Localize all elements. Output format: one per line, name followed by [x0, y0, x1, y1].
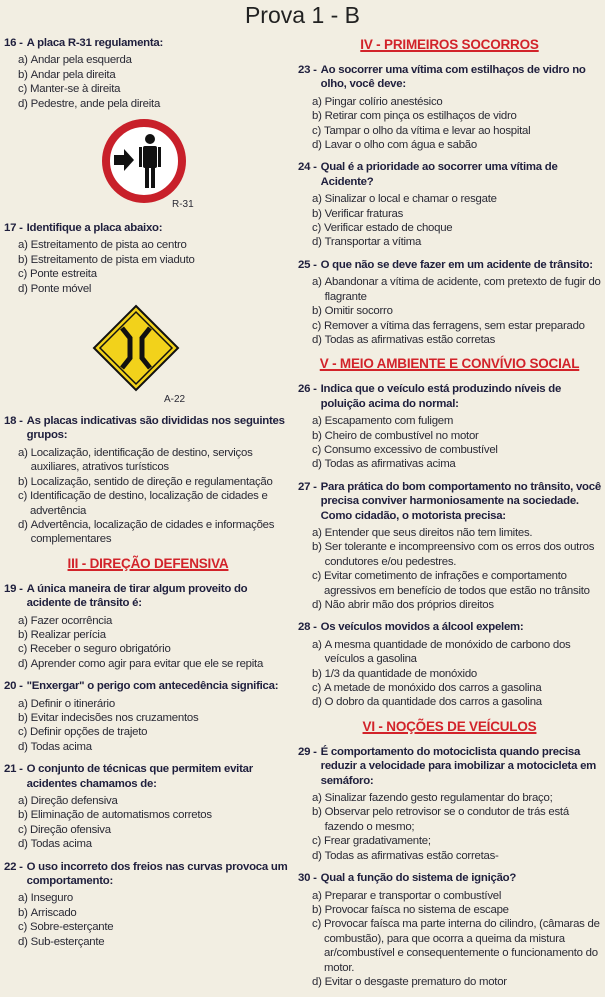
option-text: Ser tolerante e incompreensivo com os erros dos outros condutores e/ou pedestres. [324, 541, 595, 568]
question-text [298, 382, 601, 411]
option-letter: a) [18, 54, 28, 67]
option-letter: c) [18, 490, 27, 503]
answer-option [18, 657, 292, 671]
option-text: Sobre-esterçante [30, 921, 114, 934]
answer-option [312, 695, 601, 709]
answer-option [312, 540, 601, 569]
option-text: Identificação de destino, localização de cidades e advertência [30, 490, 268, 517]
option-letter: d) [18, 935, 28, 948]
answer-option [18, 82, 292, 96]
question-20 [4, 679, 292, 754]
option-text: Manter-se à direita [30, 83, 121, 96]
question-number: 19 - [4, 582, 23, 595]
option-letter: d) [312, 599, 322, 611]
question-29 [298, 745, 601, 863]
answer-options [312, 275, 601, 347]
option-letter: a) [312, 415, 322, 428]
answer-options [312, 414, 601, 472]
option-letter: b) [18, 628, 28, 641]
question-text [4, 582, 292, 611]
question-28 [298, 620, 601, 709]
answer-option [312, 569, 601, 598]
question-text [4, 221, 292, 235]
answer-option [18, 518, 292, 547]
option-text: Provocar faísca ma parte interna do cilindro, (câmaras de combustão), para que ocorra a queima da mistura ar/combustível e consequentemente o funcionamento do motor. [324, 918, 600, 974]
option-text: Todas acima [30, 838, 92, 851]
answer-option [312, 221, 601, 235]
answer-option [312, 319, 601, 333]
question-text [298, 258, 601, 272]
option-text: Localização, sentido de direção e regulamentação [30, 475, 273, 488]
answer-option [312, 443, 601, 457]
answer-options [312, 638, 601, 710]
question-26 [298, 382, 601, 471]
option-letter: d) [312, 236, 322, 249]
question-prompt: O conjunto de técnicas que permitem evitar acidentes chamamos de: [26, 763, 253, 790]
section-heading-direcao-defensiva: III - DIREÇÃO DEFENSIVA [67, 555, 229, 571]
answer-option [312, 414, 601, 428]
option-text: O dobro da quantidade dos carros a gasolina [324, 696, 542, 709]
answer-option [18, 267, 292, 281]
answer-option [312, 333, 601, 347]
answer-option [18, 906, 292, 920]
option-letter: d) [18, 97, 28, 110]
option-letter: d) [312, 458, 322, 471]
answer-option [18, 920, 292, 934]
question-number: 29 - [298, 745, 317, 758]
answer-option [312, 917, 601, 975]
option-text: Evitar o desgaste prematuro do motor [324, 975, 507, 988]
question-text [298, 745, 601, 788]
option-text: Todas acima [30, 740, 92, 753]
answer-option [18, 53, 292, 67]
option-letter: c) [312, 319, 321, 332]
option-letter: a) [312, 889, 322, 902]
answer-option [18, 68, 292, 82]
answer-option [312, 975, 601, 989]
answer-option [18, 282, 292, 296]
option-letter: a) [18, 795, 28, 807]
section-heading-meio-ambiente: V - MEIO AMBIENTE E CONVÍVIO SOCIAL [319, 356, 580, 372]
option-letter: b) [312, 110, 322, 123]
option-text: Frear gradativamente; [324, 835, 431, 848]
answer-option [312, 429, 601, 443]
answer-option [312, 681, 601, 695]
question-25 [298, 258, 601, 347]
answer-option [18, 253, 292, 267]
answer-option [312, 192, 601, 206]
answer-option [312, 304, 601, 318]
option-letter: a) [312, 276, 322, 289]
question-prompt: Os veículos movidos a álcool expelem: [320, 621, 524, 634]
option-letter: b) [18, 68, 28, 81]
option-letter: b) [312, 305, 322, 318]
option-text: Verificar fraturas [324, 207, 404, 220]
option-text: Tampar o olho da vítima e levar ao hospital [324, 124, 531, 137]
option-letter: a) [312, 638, 322, 651]
answer-option [18, 642, 292, 656]
option-letter: c) [312, 222, 321, 235]
option-letter: b) [18, 906, 28, 919]
option-text: Verificar estado de choque [324, 222, 453, 235]
question-number: 28 - [298, 621, 317, 634]
answer-options [312, 95, 601, 153]
question-number: 23 - [298, 64, 317, 76]
question-24 [298, 160, 601, 249]
question-text [4, 679, 292, 693]
question-18 [4, 414, 292, 547]
option-text: Sub-esterçante [30, 935, 105, 948]
answer-options [312, 791, 601, 863]
page-columns [0, 36, 605, 997]
question-number: 24 - [298, 161, 317, 174]
option-text: Remover a vítima das ferragens, sem estar preparado [324, 319, 585, 332]
option-text: Abandonar a vítima de acidente, com pretexto de fugir do flagrante [324, 276, 601, 303]
option-letter: c) [18, 921, 27, 934]
answer-option [18, 489, 292, 518]
option-text: Escapamento com fuligem [324, 415, 454, 428]
option-letter: a) [18, 239, 28, 252]
option-text: Omitir socorro [324, 305, 393, 318]
question-number: 17 - [4, 222, 23, 235]
question-prompt: "Enxergar" o perigo com antecedência significa: [26, 680, 279, 693]
option-text: Aprender como agir para evitar que ele se repita [30, 657, 264, 670]
question-prompt: Qual a função do sistema de ignição? [320, 872, 517, 885]
option-letter: c) [18, 726, 27, 739]
option-text: Provocar faísca no sistema de escape [324, 903, 509, 916]
option-text: Definir opções de trajeto [30, 726, 148, 739]
answer-option [18, 808, 292, 822]
option-text: Evitar cometimento de infrações e comportamento agressivos em benefício de todos que estão no trânsito [324, 570, 590, 597]
question-text [298, 160, 601, 189]
question-prompt: Para prática do bom comportamento no trânsito, você precisa conviver harmoniosamente na sociedade. Como cidadão, o motorista precisa: [320, 480, 601, 522]
question-number: 26 - [298, 383, 317, 396]
option-letter: b) [312, 207, 322, 220]
answer-option [312, 834, 601, 848]
a22-narrow-bridge-sign-icon [92, 304, 180, 392]
answer-option [18, 238, 292, 252]
answer-option [18, 837, 292, 851]
answer-option [18, 97, 292, 111]
question-prompt: As placas indicativas são divididas nos seguintes grupos: [26, 415, 285, 442]
question-prompt: Ao socorrer uma vítima com estilhaços de vidro no olho, você deve: [320, 64, 586, 91]
r31-pedestrian-sign-icon [102, 119, 186, 203]
question-23 [298, 63, 601, 152]
answer-option [18, 740, 292, 754]
option-text: Cheiro de combustível no motor [324, 429, 479, 442]
r31-sign [4, 119, 292, 215]
answer-option [18, 794, 292, 808]
option-text: Pingar colírio anestésico [324, 95, 443, 108]
option-text: Arriscado [30, 906, 77, 919]
option-text: Sinalizar fazendo gesto regulamentar do braço; [324, 792, 553, 805]
option-letter: d) [312, 849, 322, 862]
option-text: Preparar e transportar o combustível [324, 889, 502, 902]
option-text: Ponte estreita [30, 268, 97, 281]
answer-options [312, 526, 601, 612]
option-letter: b) [312, 903, 322, 916]
option-text: 1/3 da quantidade de monóxido [324, 667, 477, 680]
option-letter: b) [18, 711, 28, 724]
question-prompt: A única maneira de tirar algum proveito do acidente de trânsito é: [26, 582, 248, 610]
answer-option [18, 711, 292, 725]
option-text: Entender que seus direitos não tem limites. [324, 526, 533, 539]
question-prompt: Qual é a prioridade ao socorrer uma vítima de Acidente? [320, 161, 558, 188]
answer-option [312, 235, 601, 249]
answer-option [312, 849, 601, 863]
option-text: Lavar o olho com água e sabão [324, 139, 477, 152]
question-text [298, 63, 601, 92]
option-letter: c) [312, 918, 321, 931]
question-17 [4, 221, 292, 296]
option-letter: a) [312, 526, 322, 539]
question-number: 25 - [298, 258, 317, 271]
answer-option [312, 109, 601, 123]
question-text [298, 480, 601, 523]
option-letter: c) [312, 682, 321, 695]
option-text: Pedestre, ande pela direita [30, 97, 161, 110]
option-text: Realizar perícia [30, 628, 106, 641]
option-text: Transportar a vítima [324, 236, 422, 249]
a22-sign-code: A-22 [164, 394, 186, 406]
answer-options [18, 238, 292, 296]
answer-option [18, 446, 292, 475]
answer-option [312, 124, 601, 138]
answer-option [312, 889, 601, 903]
option-letter: a) [312, 792, 322, 805]
option-letter: a) [18, 446, 28, 459]
question-text [4, 762, 292, 791]
answer-options [18, 891, 292, 949]
option-letter: d) [18, 282, 28, 295]
question-prompt: O que não se deve fazer em um acidente de trânsito: [320, 258, 593, 271]
answer-options [312, 192, 601, 250]
option-text: Advertência, localização de cidades e informações complementares [30, 518, 275, 546]
question-text [298, 620, 601, 634]
option-text: A mesma quantidade de monóxido de carbono dos veículos a gasolina [324, 638, 571, 666]
option-letter: c) [18, 268, 27, 281]
option-letter: d) [312, 696, 322, 709]
question-19 [4, 582, 292, 671]
option-letter: d) [312, 139, 322, 152]
option-letter: a) [18, 892, 28, 905]
question-text [4, 860, 292, 889]
question-30 [298, 871, 601, 989]
option-letter: c) [312, 124, 321, 137]
option-text: Todas as afirmativas estão corretas- [324, 849, 499, 862]
option-letter: c) [18, 83, 27, 96]
answer-option [312, 526, 601, 540]
option-text: Evitar indecisões nos cruzamentos [30, 711, 199, 724]
option-text: Todas as afirmativas acima [324, 458, 456, 471]
option-text: Sinalizar o local e chamar o resgate [324, 193, 497, 206]
option-letter: d) [312, 333, 322, 346]
option-letter: c) [18, 643, 27, 656]
question-27 [298, 480, 601, 613]
page-title: Prova 1 - B [244, 2, 361, 28]
option-letter: d) [18, 657, 28, 670]
option-letter: b) [312, 667, 322, 680]
option-letter: d) [312, 975, 322, 988]
section-heading-nocoes-veiculos: VI - NOÇÕES DE VEÍCULOS [362, 718, 537, 734]
answer-option [18, 697, 292, 711]
answer-option [18, 891, 292, 905]
answer-option [312, 95, 601, 109]
option-text: Ponte móvel [30, 282, 92, 295]
question-number: 18 - [4, 415, 23, 428]
question-22 [4, 860, 292, 949]
question-prompt: Indica que o veículo está produzindo níveis de poluição acima do normal: [320, 383, 562, 410]
option-letter: b) [312, 541, 322, 554]
question-21 [4, 762, 292, 851]
left-column [4, 36, 298, 997]
option-text: Observar pelo retrovisor se o condutor de trás está fazendo o mesmo; [324, 806, 569, 833]
answer-options [18, 697, 292, 755]
question-text [298, 871, 601, 885]
option-letter: b) [312, 806, 322, 819]
answer-option [312, 791, 601, 805]
question-number: 30 - [298, 872, 317, 885]
question-number: 21 - [4, 763, 23, 776]
option-text: Consumo excessivo de combustível [324, 443, 498, 456]
option-letter: a) [18, 697, 28, 710]
question-text [4, 414, 292, 443]
question-prompt: É comportamento do motociclista quando precisa reduzir a velocidade para imobilizar a motocicleta em semáforo: [320, 745, 597, 787]
answer-option [312, 598, 601, 612]
option-text: Eliminação de automatismos corretos [30, 809, 212, 822]
option-letter: a) [312, 95, 322, 108]
option-letter: b) [18, 809, 28, 822]
question-number: 20 - [4, 680, 23, 693]
right-column [298, 36, 601, 997]
option-letter: d) [18, 740, 28, 753]
option-letter: c) [312, 443, 321, 456]
option-text: Definir o itinerário [30, 697, 115, 710]
answer-options [18, 53, 292, 111]
section-heading-primeiros-socorros: IV - PRIMEIROS SOCORROS [360, 37, 539, 52]
option-text: Inseguro [30, 892, 73, 905]
question-number: 16 - [4, 37, 23, 49]
option-text: Direção ofensiva [30, 823, 111, 836]
option-text: Fazer ocorrência [30, 614, 113, 627]
option-letter: c) [312, 835, 321, 848]
answer-option [312, 667, 601, 681]
option-text: Direção defensiva [30, 795, 118, 807]
option-letter: b) [18, 475, 28, 488]
option-text: Retirar com pinça os estilhaços de vidro [324, 110, 517, 123]
answer-option [312, 138, 601, 152]
answer-option [312, 275, 601, 304]
option-letter: a) [312, 193, 322, 206]
option-letter: d) [18, 518, 28, 531]
question-text [4, 36, 292, 50]
option-letter: b) [18, 253, 28, 266]
answer-options [18, 794, 292, 852]
answer-option [312, 903, 601, 917]
answer-option [312, 805, 601, 834]
answer-option [18, 725, 292, 739]
option-text: A metade de monóxido dos carros a gasolina [324, 682, 542, 695]
option-text: Estreitamento de pista ao centro [30, 239, 187, 252]
answer-options [312, 889, 601, 990]
answer-option [18, 823, 292, 837]
option-letter: c) [18, 823, 27, 836]
option-text: Estreitamento de pista em viaduto [30, 253, 195, 266]
answer-option [18, 628, 292, 642]
answer-option [312, 457, 601, 471]
option-letter: d) [18, 838, 28, 851]
answer-options [18, 614, 292, 672]
option-letter: a) [18, 614, 28, 627]
question-number: 27 - [298, 480, 317, 493]
option-text: Receber o seguro obrigatório [30, 643, 171, 656]
answer-option [18, 614, 292, 628]
question-prompt: A placa R-31 regulamenta: [26, 37, 164, 49]
option-text: Localização, identificação de destino, serviços auxiliares, atrativos turísticos [30, 446, 253, 474]
option-text: Todas as afirmativas estão corretas [324, 333, 496, 346]
answer-option [312, 207, 601, 221]
question-prompt: Identifique a placa abaixo: [26, 222, 163, 235]
answer-option [312, 638, 601, 667]
option-text: Andar pela direita [30, 68, 116, 81]
option-letter: c) [312, 570, 321, 583]
question-16 [4, 36, 292, 111]
a22-sign [4, 304, 292, 408]
answer-option [18, 475, 292, 489]
option-text: Não abrir mão dos próprios direitos [324, 599, 494, 611]
question-prompt: O uso incorreto dos freios nas curvas provoca um comportamento: [26, 860, 288, 888]
option-text: Andar pela esquerda [30, 54, 132, 67]
answer-option [18, 935, 292, 949]
question-number: 22 - [4, 860, 23, 873]
r31-sign-code: R-31 [172, 199, 194, 211]
option-letter: b) [312, 429, 322, 442]
answer-options [18, 446, 292, 547]
